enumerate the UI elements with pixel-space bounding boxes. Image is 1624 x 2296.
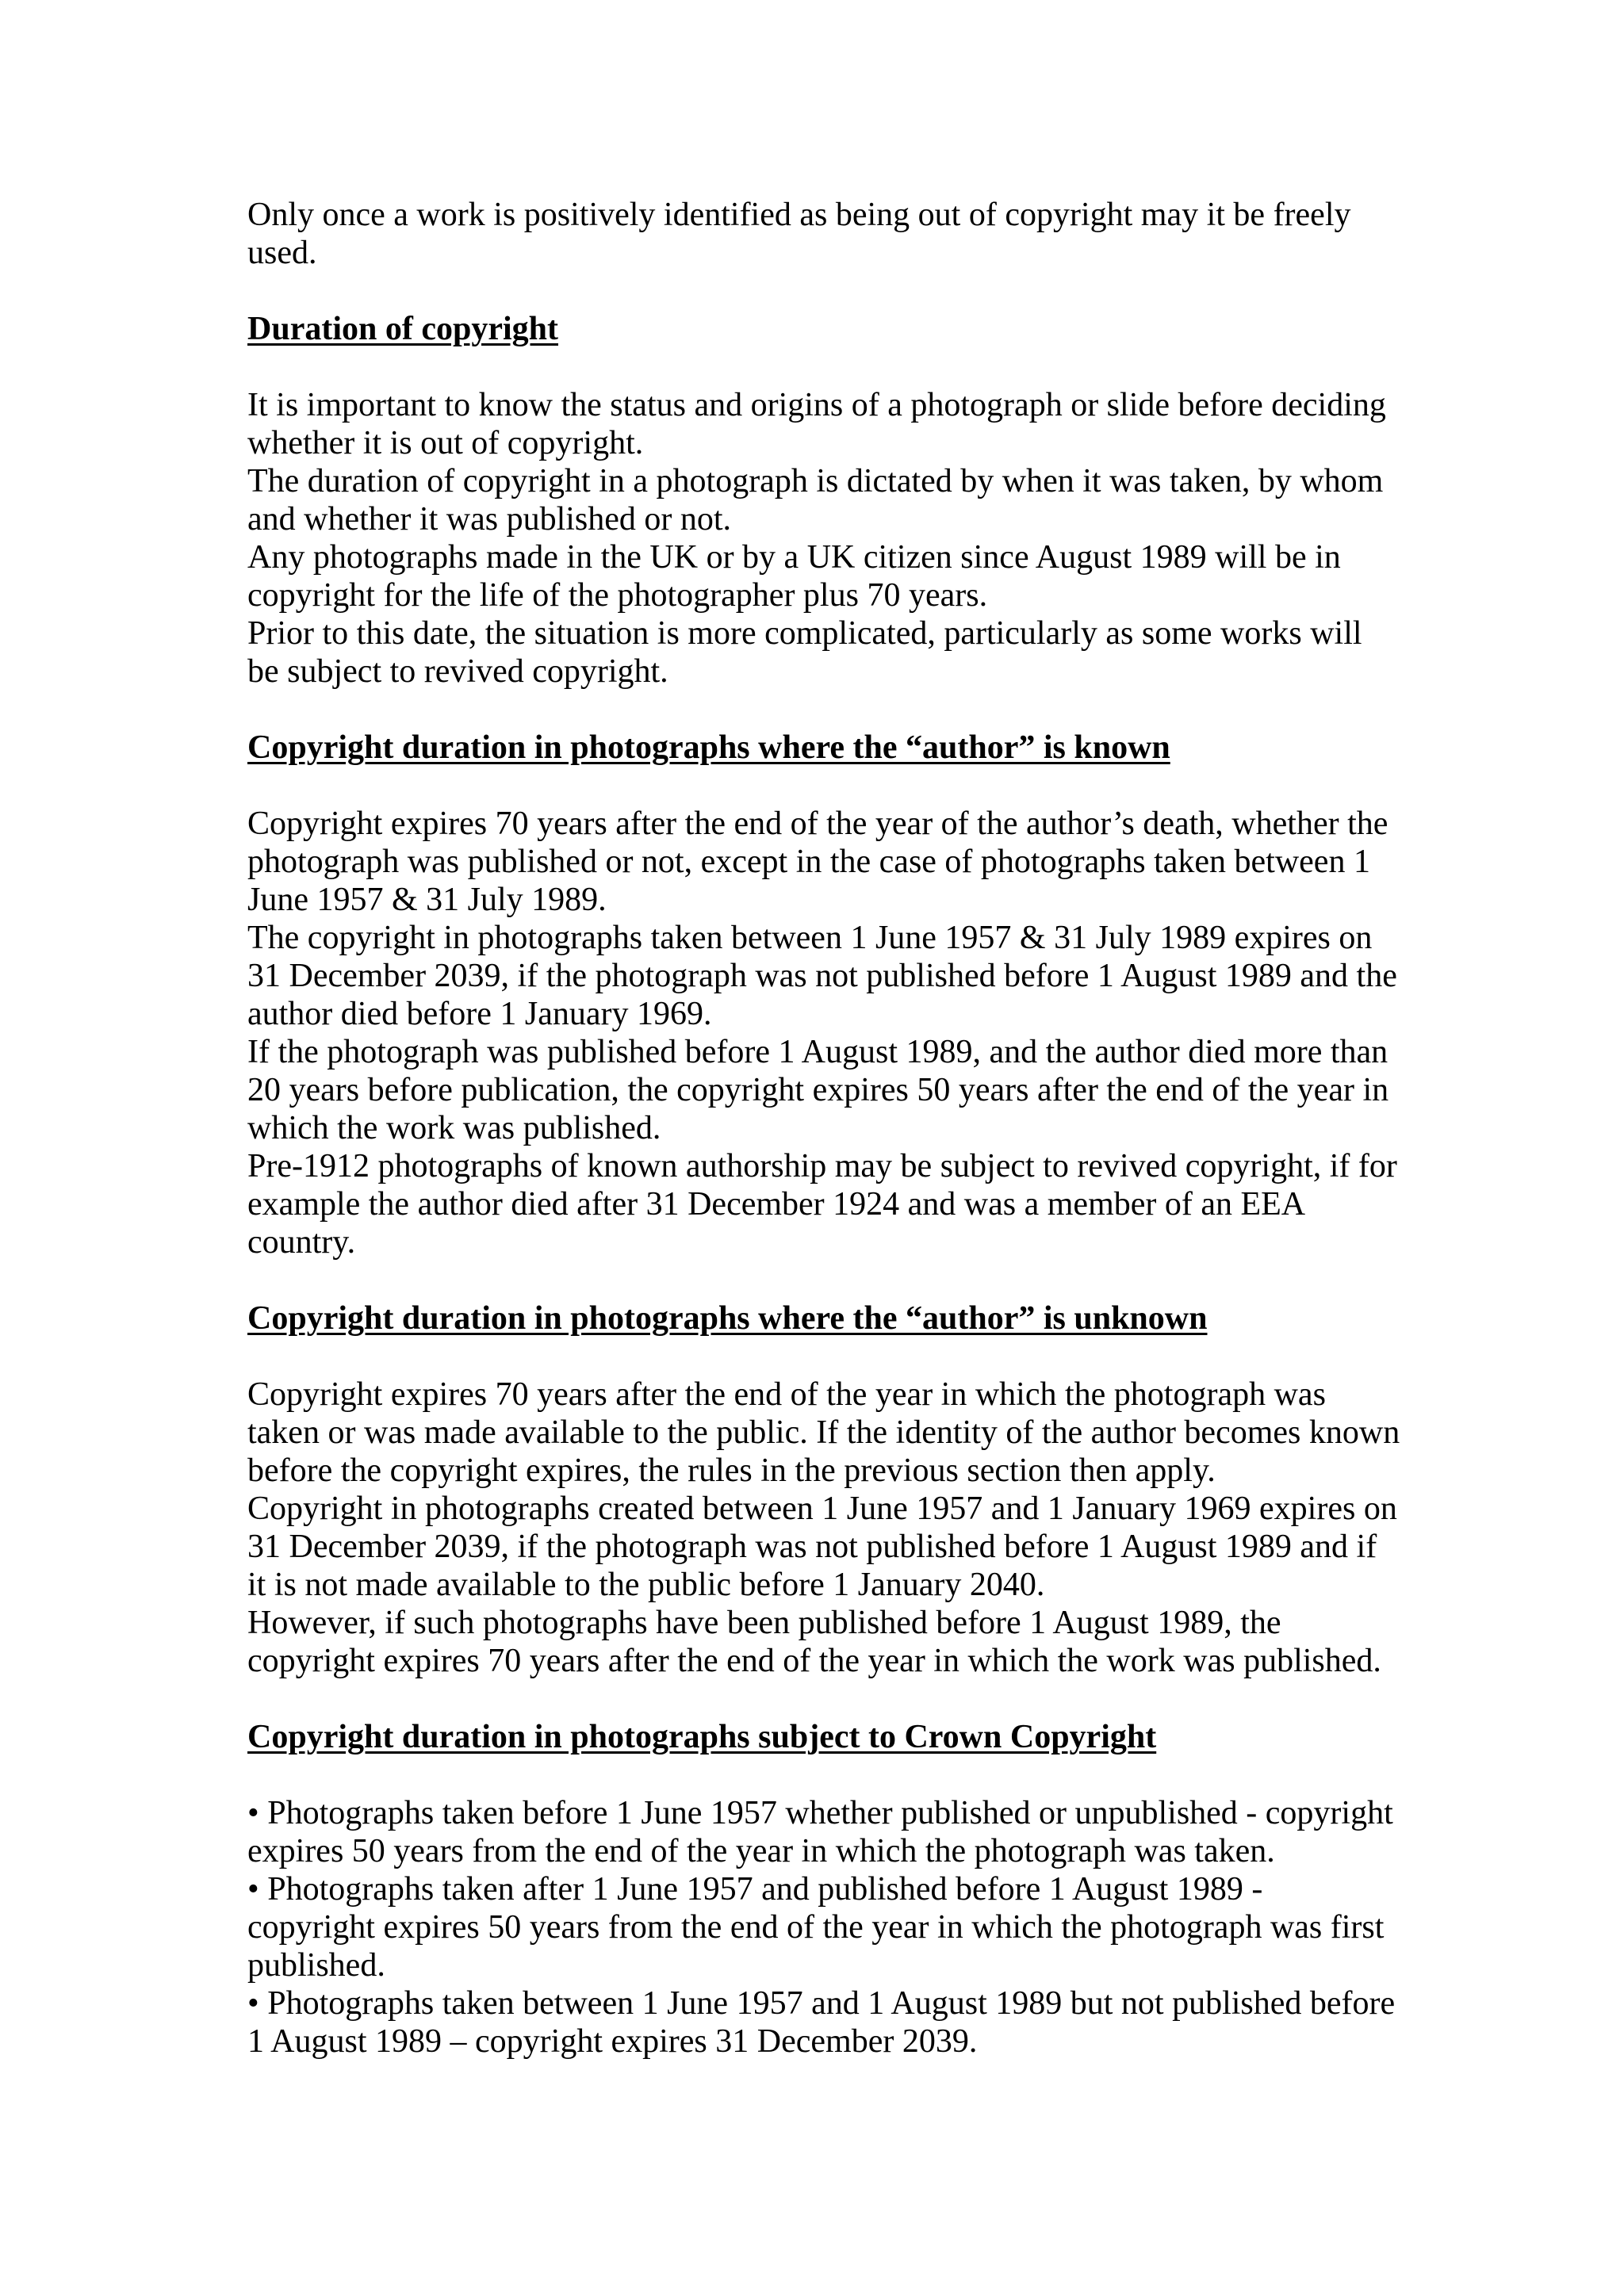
bullet-item: [247, 1984, 1405, 2061]
text-line: June 1957 & 31 July 1989.: [247, 882, 607, 918]
section-heading-author-known: Copyright duration in photographs where the “author” is known: [247, 729, 1170, 766]
section-body-crown-copyright: [247, 1794, 1405, 2061]
paragraph: [247, 386, 1405, 462]
section-body-author-known: [247, 805, 1405, 1261]
bullet-item: [247, 1870, 1405, 1984]
section-heading-crown-copyright: Copyright duration in photographs subject to Crown Copyright: [247, 1719, 1157, 1755]
text-line: 31 December 2039, if the photograph was not published before 1 August 1989 and if: [247, 1529, 1377, 1565]
paragraph: [247, 1376, 1405, 1490]
text-line: whether it is out of copyright.: [247, 425, 644, 461]
text-line: taken or was made available to the public. If the identity of the author becomes known: [247, 1414, 1400, 1451]
text-line: author died before 1 January 1969.: [247, 996, 712, 1032]
text-line: Only once a work is positively identified as being out of copyright may it be freely: [247, 197, 1351, 233]
text-line: • Photographs taken before 1 June 1957 whether published or unpublished - copyright: [247, 1795, 1393, 1831]
text-line: However, if such photographs have been published before 1 August 1989, the: [247, 1605, 1281, 1641]
text-line: photograph was published or not, except in the case of photographs taken between 1: [247, 844, 1370, 880]
section-body-duration: [247, 386, 1405, 691]
text-line: example the author died after 31 December 1924 and was a member of an EEA: [247, 1186, 1306, 1223]
paragraph: [247, 1147, 1405, 1261]
text-line: Copyright in photographs created between 1 June 1957 and 1 January 1969 expires on: [247, 1490, 1397, 1527]
text-line: 31 December 2039, if the photograph was not published before 1 August 1989 and the: [247, 958, 1397, 994]
text-line: be subject to revived copyright.: [247, 653, 668, 690]
text-line: before the copyright expires, the rules in the previous section then apply.: [247, 1452, 1216, 1489]
text-line: country.: [247, 1224, 356, 1261]
text-line: Pre-1912 photographs of known authorship may be subject to revived copyright, if for: [247, 1148, 1397, 1184]
text-line: 20 years before publication, the copyright expires 50 years after the end of the year in: [247, 1072, 1389, 1108]
text-line: which the work was published.: [247, 1110, 661, 1146]
paragraph: [247, 462, 1405, 538]
paragraph: [247, 1033, 1405, 1147]
section-body-author-unknown: [247, 1376, 1405, 1680]
text-line: It is important to know the status and origins of a photograph or slide before deciding: [247, 387, 1386, 423]
text-line: used.: [247, 235, 317, 271]
paragraph: [247, 1604, 1405, 1680]
section-heading-author-unknown: Copyright duration in photographs where the “author” is unknown: [247, 1300, 1208, 1337]
section-heading-duration: Duration of copyright: [247, 311, 558, 347]
text-line: it is not made available to the public before 1 January 2040.: [247, 1567, 1045, 1603]
text-line: published.: [247, 1947, 385, 1984]
paragraph: [247, 805, 1405, 919]
bullet-item: [247, 1794, 1405, 1870]
text-line: copyright for the life of the photographer plus 70 years.: [247, 577, 988, 614]
text-line: copyright expires 50 years from the end of the year in which the photograph was first: [247, 1909, 1385, 1946]
text-line: Copyright expires 70 years after the end of the year of the author’s death, whether the: [247, 806, 1388, 842]
text-line: • Photographs taken after 1 June 1957 and published before 1 August 1989 -: [247, 1871, 1263, 1908]
text-line: copyright expires 70 years after the end of the year in which the work was published.: [247, 1643, 1381, 1679]
text-line: 1 August 1989 – copyright expires 31 December 2039.: [247, 2023, 978, 2060]
text-line: The copyright in photographs taken between 1 June 1957 & 31 July 1989 expires on: [247, 920, 1373, 956]
text-line: The duration of copyright in a photograph is dictated by when it was taken, by whom: [247, 463, 1384, 499]
paragraph: [247, 919, 1405, 1033]
document-page: [247, 196, 1405, 2099]
text-line: If the photograph was published before 1 August 1989, and the author died more than: [247, 1034, 1388, 1070]
paragraph: [247, 614, 1405, 691]
paragraph: [247, 1490, 1405, 1604]
text-line: Copyright expires 70 years after the end of the year in which the photograph was: [247, 1376, 1326, 1413]
text-line: Prior to this date, the situation is more complicated, particularly as some works will: [247, 615, 1362, 652]
text-line: and whether it was published or not.: [247, 501, 732, 538]
text-line: expires 50 years from the end of the year in which the photograph was taken.: [247, 1833, 1275, 1869]
text-line: • Photographs taken between 1 June 1957 and 1 August 1989 but not published before: [247, 1985, 1396, 2022]
text-line: Any photographs made in the UK or by a UK citizen since August 1989 will be in: [247, 539, 1341, 576]
intro-paragraph: [247, 196, 1405, 272]
paragraph: [247, 538, 1405, 614]
